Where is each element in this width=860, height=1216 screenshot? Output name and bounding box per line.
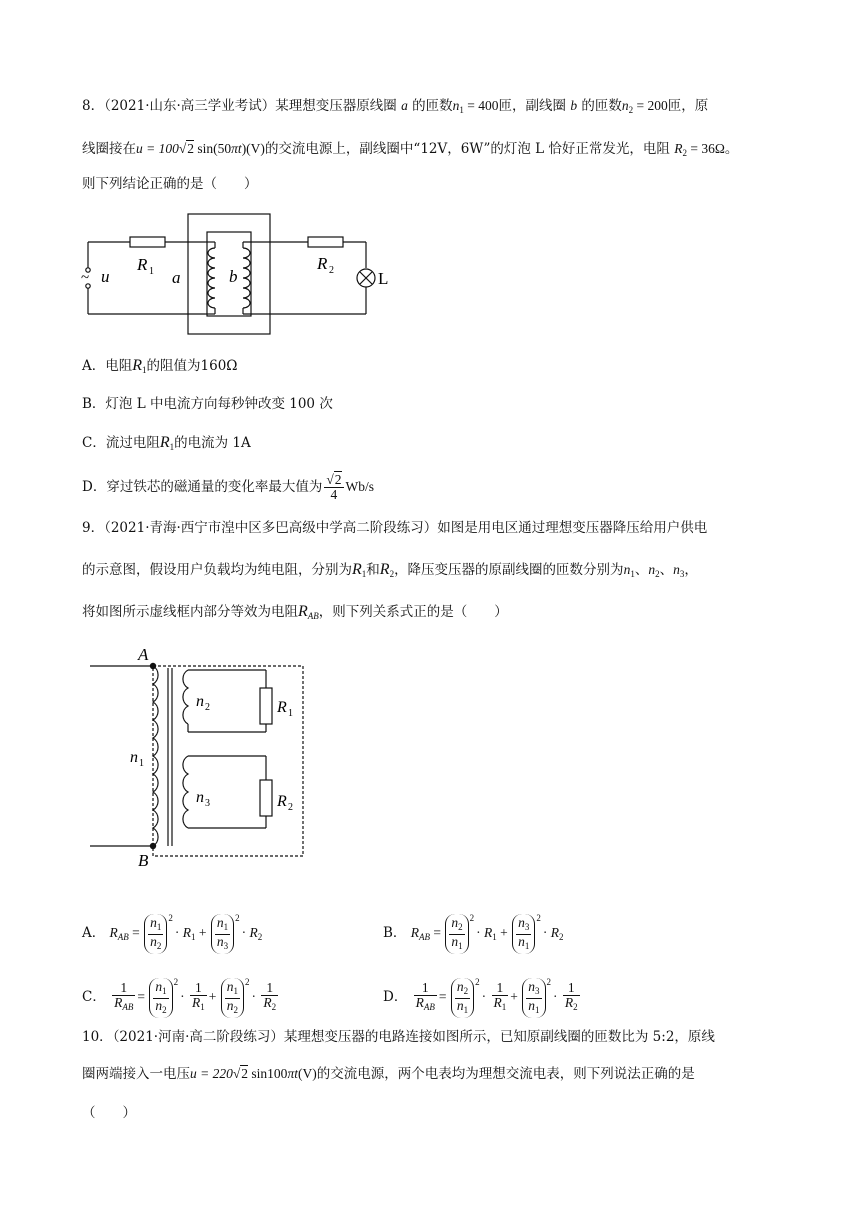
- q9-option-a[interactable]: A． $R_{AB}$ = $\frac{n_1}{n_2}$ $2\cdot R_1$ + $\frac{n_1}{n_3}$ $2\cdot R_2$: [82, 898, 262, 957]
- q8-u-tail: )(V): [241, 141, 265, 156]
- q10-u-sqrt: 2: [241, 1066, 249, 1081]
- option-text: 电阻: [105, 358, 133, 374]
- q10-u-sin: sin100: [248, 1066, 288, 1081]
- q8-label-u: u: [101, 267, 110, 286]
- q8-r2-value: = 36Ω: [686, 141, 725, 156]
- q8-label-r1-sub: 1: [149, 266, 154, 277]
- exponent: 2: [235, 913, 240, 923]
- q8-n2-sub: 2: [628, 105, 634, 115]
- fraction-numerator: 1: [492, 981, 509, 996]
- q8-label-r2: R: [317, 254, 328, 273]
- q8-var-a: a: [401, 98, 408, 113]
- option-symbol-sub: 1: [142, 365, 147, 375]
- q9-label-r2-sub: 2: [288, 802, 293, 813]
- q9-label-n1-sub: 1: [139, 758, 144, 769]
- q8-n2: n: [621, 98, 629, 113]
- fraction-denominator: 4: [330, 487, 338, 502]
- q10-u-tail: (V): [297, 1066, 317, 1081]
- q9-label-r1-sub: 1: [288, 708, 293, 719]
- q8-option-d[interactable]: D．穿过铁芯的磁通量的变化率最大值为 $\frac{√2}{4}$ Wb/s: [82, 472, 374, 502]
- q8-option-b[interactable]: B．灯泡 L 中电流方向每秒钟改变 100 次: [82, 396, 333, 412]
- q9-option-c[interactable]: C． $\frac{1}{R_{AB}}$ = $\frac{n_1}{n_2}$ 2· $\frac{1}{R_1}$ + $\frac{n_1}{n_2}$ 2· $\frac{1}{R_2}$: [82, 962, 280, 1018]
- q8-n1-sub: 1: [459, 105, 464, 115]
- q9-text: 的示意图，假设用户负载均为纯电阻，分别为: [82, 562, 352, 578]
- q9-stem-line1: [82, 518, 707, 538]
- q9-text: 将如图所示虚线框内部分等效为电阻: [82, 604, 298, 620]
- option-label: A．: [82, 925, 106, 941]
- q8-label-r1: R: [137, 255, 148, 274]
- q8-stem-line3: 则下列结论正确的是（ ）: [82, 176, 258, 192]
- q8-var-b: b: [570, 98, 578, 113]
- q9-label-b: B: [138, 851, 149, 870]
- q9-circuit-diagram: [88, 640, 308, 870]
- option-label: C．: [82, 989, 106, 1005]
- q9-source: （2021·青海·西宁市湟中区多巴高级中学高二阶段练习）: [104, 520, 438, 536]
- q8-number: 8．: [82, 98, 105, 114]
- q8-r2-sub: 2: [682, 148, 687, 158]
- fraction-numerator: 1: [112, 981, 135, 996]
- q10-text: 圈两端接入一电压: [82, 1066, 190, 1082]
- q8-source: （2021·山东·高三学业考试）: [104, 98, 276, 114]
- q9-text: ，则下列关系式正的是（ ）: [318, 604, 508, 620]
- q9-text: 和: [366, 562, 380, 578]
- q8-stem-line2: 线圈接在u = 100√2 sin(50πt)(V)的交流电源上，副线圈中“12V，6W”的灯泡 L 恰好正常发光，电阻 $R_2 = 36\Omega$。: [82, 141, 739, 158]
- q8-text: 线圈接在: [82, 141, 136, 157]
- q9-text: 如图是用电区通过理想变压器降压给用户供电: [437, 520, 708, 536]
- exponent: 2: [536, 913, 541, 923]
- q8-text: 某理想变压器原线圈: [275, 98, 397, 114]
- option-label: D．: [82, 479, 107, 495]
- q9-label-n3: n: [196, 789, 204, 806]
- fraction-numerator: 1: [414, 981, 437, 996]
- q10-stem-line2: 圈两端接入一电压u = 220√2 sin100πt(V)的交流电源，两个电表均为理想交流电表，则下列说法正确的是: [82, 1066, 695, 1082]
- q8-text: 的交流电源上，副线圈中“12V，6W”的灯泡 L 恰好正常发光，电阻: [264, 141, 670, 157]
- q8-label-tilde: ~: [81, 270, 90, 286]
- q8-stem-line1: [82, 96, 708, 120]
- q8-label-b: b: [229, 267, 238, 286]
- exponent: 2: [245, 977, 250, 987]
- option-text: 的阻值为160Ω: [146, 358, 238, 374]
- q9-sep: 、: [659, 562, 674, 578]
- fraction-numerator: 1: [261, 981, 278, 996]
- q9-label-n2: n: [196, 693, 204, 710]
- q8-label-r2-sub: 2: [329, 265, 334, 276]
- q8-option-c[interactable]: [82, 433, 251, 457]
- q9-stem-line3: [82, 602, 508, 626]
- option-symbol-sub: 1: [169, 442, 175, 452]
- q8-r2: R: [674, 141, 683, 156]
- q8-text: 匝，原: [667, 98, 709, 114]
- q9-rab-sub: AB: [307, 611, 319, 621]
- exponent: 2: [475, 977, 480, 987]
- option-symbol: R: [159, 434, 170, 451]
- option-label: D．: [383, 989, 408, 1005]
- exponent: 2: [469, 913, 475, 923]
- option-label: B．: [383, 925, 407, 941]
- q8-label-lamp: L: [378, 269, 389, 288]
- q9-text: ，: [684, 562, 698, 578]
- q8-u-sin: sin(50: [194, 141, 232, 156]
- q8-u-pit: πt: [231, 141, 242, 156]
- option-unit: Wb/s: [345, 479, 374, 494]
- option-label: C．: [82, 435, 106, 451]
- q8-text: 的匝数: [412, 98, 453, 114]
- option-label: A．: [82, 358, 106, 374]
- q8-option-a[interactable]: [82, 356, 238, 380]
- q9-sep: 、: [634, 562, 649, 578]
- q10-text: 某理想变压器的电路连接如图所示，已知原副线圈的匝数比为 5:2，原线: [283, 1029, 715, 1045]
- q8-text: 。: [724, 141, 739, 157]
- q8-n2-value: = 200: [633, 98, 668, 113]
- option-text: 穿过铁芯的磁通量的变化率最大值为: [106, 479, 323, 495]
- q9-label-r2: R: [277, 793, 287, 810]
- q8-n1: n: [452, 98, 460, 113]
- q10-stem-line3: （ ）: [82, 1105, 136, 1121]
- q9-option-b[interactable]: B． $R_{AB}$ = $\frac{n_2}{n_1}$ $2\cdot R_1$ + $\frac{n_3}{n_1}$ $2\cdot R_2$: [383, 898, 563, 957]
- q9-label-r1: R: [277, 699, 287, 716]
- q10-u-pit: πt: [287, 1066, 298, 1081]
- option-text: 的电流为 1A: [174, 435, 251, 451]
- option-symbol: R: [132, 357, 143, 374]
- fraction-numerator: 2: [334, 472, 342, 487]
- q9-text: ，降压变压器的原副线圈的匝数分别为: [394, 562, 624, 578]
- q8-text: 匝，副线圈: [498, 98, 567, 114]
- q8-label-a: a: [172, 268, 181, 287]
- q9-rab: R: [298, 603, 308, 620]
- q10-u-expression: u = 220: [190, 1066, 233, 1081]
- q10-text: 的交流电源，两个电表均为理想交流电表，则下列说法正确的是: [316, 1066, 695, 1082]
- q10-number: 10．: [82, 1029, 113, 1045]
- exponent: 2: [546, 977, 551, 987]
- q8-u-sqrt: 2: [187, 141, 195, 156]
- q9-number: 9．: [82, 520, 105, 536]
- q9-option-d[interactable]: D． $\frac{1}{R_{AB}}$ = $\frac{n_2}{n_1}$ 2· $\frac{1}{R_1}$ + $\frac{n_3}{n_1}$ 2· $\frac{1}{R_2}$: [383, 962, 582, 1018]
- q8-n1-value: = 400: [463, 98, 499, 113]
- option-text: 流过电阻: [105, 435, 160, 451]
- q8-u-expression: u = 100: [136, 141, 179, 156]
- q10-stem-line1: [82, 1027, 715, 1047]
- q9-label-n2-sub: 2: [205, 702, 210, 713]
- q9-label-n3-sub: 3: [205, 798, 210, 809]
- q9-stem-line2: 的示意图，假设用户负载均为纯电阻，分别为$R_1$和$R_2$，降压变压器的原副线圈的匝数分别为$n_1$、$n_2$、$n_3$，: [82, 561, 698, 579]
- q10-source: （2021·河南·高二阶段练习）: [112, 1029, 284, 1045]
- exponent: 2: [173, 977, 179, 987]
- fraction-numerator: 1: [563, 981, 580, 996]
- q8-text: 的匝数: [581, 98, 622, 114]
- fraction-numerator: 1: [190, 981, 207, 996]
- q9-label-n1: n: [130, 749, 138, 766]
- q9-label-a: A: [138, 645, 149, 664]
- q8-circuit-diagram: [80, 210, 410, 340]
- exponent: 2: [168, 913, 173, 923]
